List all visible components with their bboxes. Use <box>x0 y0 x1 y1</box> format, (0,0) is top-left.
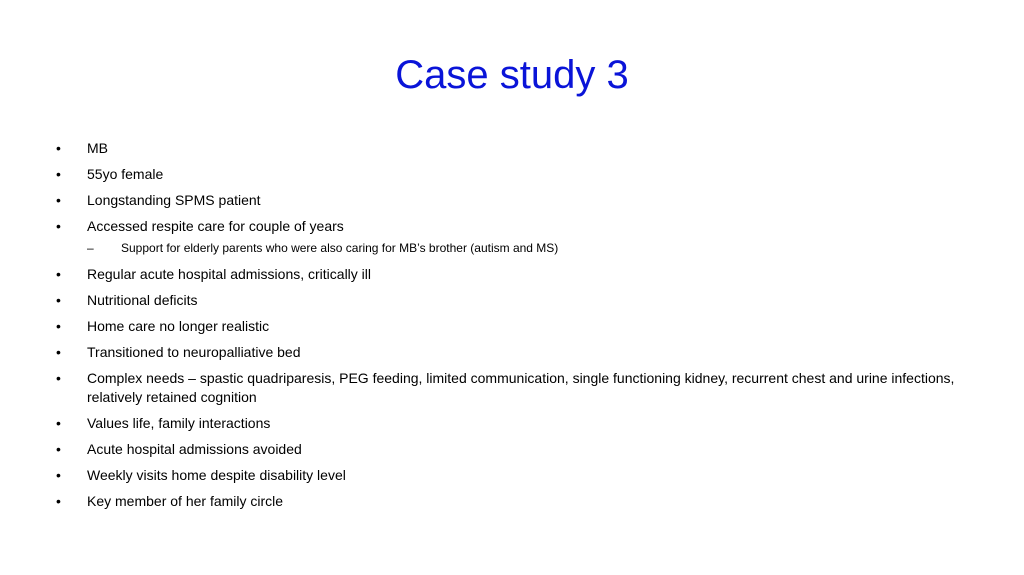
bullet-text: Home care no longer realistic <box>87 318 270 334</box>
bullet-text: Key member of her family circle <box>87 493 284 509</box>
bullet-text: Regular acute hospital admissions, critically ill <box>87 266 372 282</box>
bullet-item <box>56 369 956 407</box>
bullet-item <box>56 191 956 210</box>
bullet-marker: • <box>56 266 61 282</box>
bullet-marker: • <box>56 441 61 457</box>
bullet-text: Accessed respite care for couple of years <box>87 218 344 234</box>
bullet-text: Transitioned to neuropalliative bed <box>87 344 301 360</box>
bullet-marker: • <box>56 292 61 308</box>
bullet-marker: • <box>56 166 61 182</box>
bullet-marker: • <box>56 218 61 234</box>
bullet-marker: • <box>56 467 61 483</box>
bullet-item <box>56 492 956 511</box>
bullet-marker: • <box>56 192 61 208</box>
sub-bullet-item <box>56 240 956 257</box>
bullet-item <box>56 291 956 310</box>
bullet-text: Longstanding SPMS patient <box>87 192 261 208</box>
bullet-item <box>56 165 956 184</box>
bullet-marker: • <box>56 344 61 360</box>
bullet-text: Values life, family interactions <box>87 415 271 431</box>
bullet-text: Acute hospital admissions avoided <box>87 441 302 457</box>
bullet-item <box>56 217 956 236</box>
bullet-marker: • <box>56 140 61 156</box>
bullet-item <box>56 139 956 158</box>
sub-bullet-text: Support for elderly parents who were also caring for MB’s brother (autism and MS) <box>121 241 559 255</box>
bullet-item <box>56 265 956 284</box>
bullet-marker: • <box>56 370 61 386</box>
bullet-text: 55yo female <box>87 166 164 182</box>
bullet-item <box>56 343 956 362</box>
bullet-item <box>56 466 956 485</box>
bullet-item <box>56 414 956 433</box>
bullet-text: Weekly visits home despite disability level <box>87 467 346 483</box>
bullet-marker: • <box>56 415 61 431</box>
bullet-text: Complex needs – spastic quadriparesis, PEG feeding, limited communication, single functioning kidney, recurrent chest and urine infections, relatively retained cognition <box>87 370 955 405</box>
bullet-item <box>56 440 956 459</box>
bullet-text: Nutritional deficits <box>87 292 198 308</box>
bullet-marker: • <box>56 493 61 509</box>
slide-title: Case study 3 <box>395 53 629 97</box>
sub-bullet-marker: – <box>87 241 94 255</box>
bullet-item <box>56 317 956 336</box>
bullet-marker: • <box>56 318 61 334</box>
bullet-text: MB <box>87 140 108 156</box>
bullet-list <box>56 139 956 518</box>
